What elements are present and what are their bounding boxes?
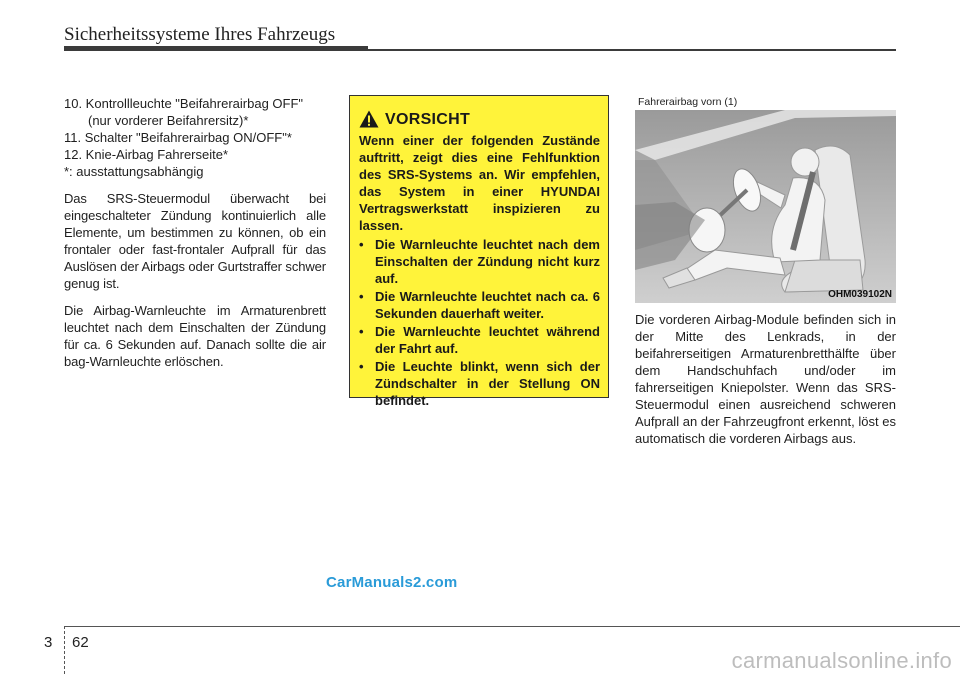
caution-bullet-text: Die Warnleuchte leuchtet nach dem Einschalten der Zündung nicht kurz auf. bbox=[375, 237, 600, 286]
page-divider bbox=[64, 626, 65, 674]
left-column bbox=[64, 95, 326, 370]
page-number: 62 bbox=[72, 634, 89, 651]
header-rule bbox=[64, 46, 368, 51]
figure-code: OHM039102N bbox=[828, 289, 892, 300]
airbag-figure bbox=[635, 110, 896, 303]
caution-title: VORSICHT bbox=[385, 110, 471, 128]
caution-bullet bbox=[359, 288, 600, 322]
figure-caption: Fahrerairbag vorn (1) bbox=[638, 96, 738, 108]
list-item: 12. Knie-Airbag Fahrerseite* bbox=[64, 147, 229, 162]
chapter-number: 3 bbox=[44, 634, 53, 651]
list-item-continuation: (nur vorderer Beifahrersitz)* bbox=[88, 113, 249, 128]
bullet-symbol: • bbox=[359, 324, 364, 339]
watermark-link[interactable]: CarManuals2.com bbox=[326, 574, 458, 591]
caution-header bbox=[359, 110, 600, 128]
caution-bullet bbox=[359, 358, 600, 409]
caution-list bbox=[359, 236, 600, 409]
warning-triangle-icon bbox=[359, 110, 379, 128]
list-item: 11. Schalter "Beifahrerairbag ON/OFF"* bbox=[64, 130, 292, 145]
list-item: 10. Kontrollleuchte "Beifahrerairbag OFF" bbox=[64, 96, 304, 111]
bullet-symbol: • bbox=[359, 237, 364, 252]
airbag-illustration-icon bbox=[635, 110, 896, 303]
caution-bullet-text: Die Leuchte blinkt, wenn sich der Zündschalter in der Stellung ON befindet. bbox=[375, 359, 600, 408]
footer-rule bbox=[64, 626, 960, 627]
caution-bullet bbox=[359, 236, 600, 287]
site-watermark[interactable]: carmanualsonline.info bbox=[731, 648, 952, 673]
caution-intro: Wenn einer der folgenden Zustände auftritt, zeigt dies eine Fehlfunktion des SRS-Systems an. Wir empfehlen, das System in einer HYUNDAI Vertragswerkstatt inspizieren zu lassen. bbox=[359, 133, 600, 233]
caution-box bbox=[349, 95, 609, 408]
body-paragraph: Das SRS-Steuermodul überwacht bei eingeschalteter Zündung kontinuierlich alle Elemente, um bestimmen zu können, ob ein frontaler oder fast-frontaler Aufprall für das Auslösen der Airbags oder Gurtstraffer schwer genug ist. bbox=[64, 191, 326, 291]
header-rule-thin bbox=[368, 49, 896, 51]
bullet-symbol: • bbox=[359, 359, 364, 374]
body-paragraph-right: Die vorderen Airbag-Module befinden sich in der Mitte des Lenkrads, in der beifahrerseitigen Armaturenbretthälfte über dem Handschuhfach und/oder im fahrerseitigen Kniepolster. Wenn das SRS-Steuermodul einen ausreichend schweren Aufprall an der Fahrzeugfront erkennt, löst es automatisch die vorderen Airbags aus. bbox=[635, 312, 896, 446]
caution-bullet-text: Die Warnleuchte leuchtet nach ca. 6 Sekunden dauerhaft weiter. bbox=[375, 289, 600, 321]
footnote: *: ausstattungsabhängig bbox=[64, 164, 204, 179]
page-header-title: Sicherheitssysteme Ihres Fahrzeugs bbox=[64, 24, 336, 45]
caution-bullet-text: Die Warnleuchte leuchtet während der Fahrt auf. bbox=[375, 324, 600, 356]
body-paragraph: Die Airbag-Warnleuchte im Armaturenbrett leuchtet nach dem Einschalten der Zündung für ca. 6 Sekunden auf. Danach sollte die air bag-Warnleuchte erlöschen. bbox=[64, 303, 326, 369]
bullet-symbol: • bbox=[359, 289, 364, 304]
caution-bullet bbox=[359, 323, 600, 357]
